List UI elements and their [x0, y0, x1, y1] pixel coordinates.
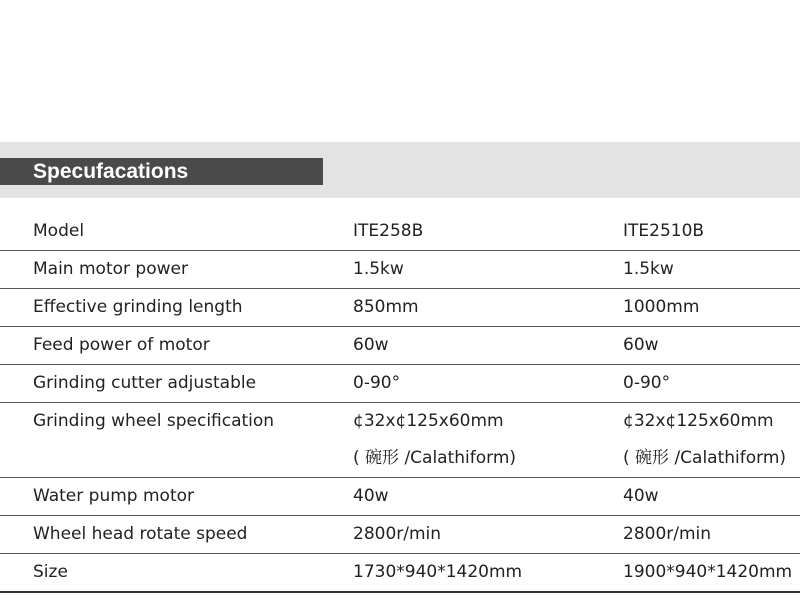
value-ite258b: ITE258B [353, 221, 424, 241]
section-title-bar [0, 158, 323, 185]
row-label: Size [33, 562, 68, 582]
value-ite2510b: 60w [623, 335, 659, 355]
row-label: Wheel head rotate speed [33, 524, 248, 544]
value-ite2510b: 2800r/min [623, 524, 712, 544]
row-label: Model [33, 221, 85, 241]
value-ite258b: 1730*940*1420mm [353, 562, 523, 582]
value-ite258b: 1.5kw [353, 259, 404, 279]
row-label: Grinding cutter adjustable [33, 373, 257, 393]
value-ite2510b: 40w [623, 486, 659, 506]
section-title: Specufacations [33, 160, 189, 183]
value-ite2510b: ¢32x¢125x60mm [623, 411, 774, 431]
table-row-wheel-specification [0, 403, 800, 478]
value-ite258b-note: ( 碗形 /Calathiform) [353, 448, 517, 468]
table-row-grinding-length [0, 289, 800, 327]
row-label: Water pump motor [33, 486, 194, 506]
value-ite258b: ¢32x¢125x60mm [353, 411, 504, 431]
value-ite2510b: 0-90° [623, 373, 671, 393]
row-label: Effective grinding length [33, 297, 243, 317]
row-label: Feed power of motor [33, 335, 210, 355]
value-ite2510b: 1900*940*1420mm [623, 562, 793, 582]
value-ite2510b: 1000mm [623, 297, 700, 317]
value-ite258b: 40w [353, 486, 389, 506]
value-ite2510b: 1.5kw [623, 259, 674, 279]
row-label: Main motor power [33, 259, 188, 279]
value-ite2510b-note: ( 碗形 /Calathiform) [623, 448, 787, 468]
row-label: Grinding wheel specification [33, 411, 275, 431]
value-ite258b: 60w [353, 335, 389, 355]
table-row-main-motor-power [0, 251, 800, 289]
table-row-size [0, 554, 800, 593]
table-row-feed-power [0, 327, 800, 365]
value-ite258b: 2800r/min [353, 524, 442, 544]
table-row-model [0, 213, 800, 251]
table-row-cutter-adjustable [0, 365, 800, 403]
value-ite2510b: ITE2510B [623, 221, 705, 241]
table-row-rotate-speed [0, 516, 800, 554]
spec-table [0, 213, 800, 593]
value-ite258b: 0-90° [353, 373, 401, 393]
value-ite258b: 850mm [353, 297, 419, 317]
table-row-water-pump [0, 478, 800, 516]
